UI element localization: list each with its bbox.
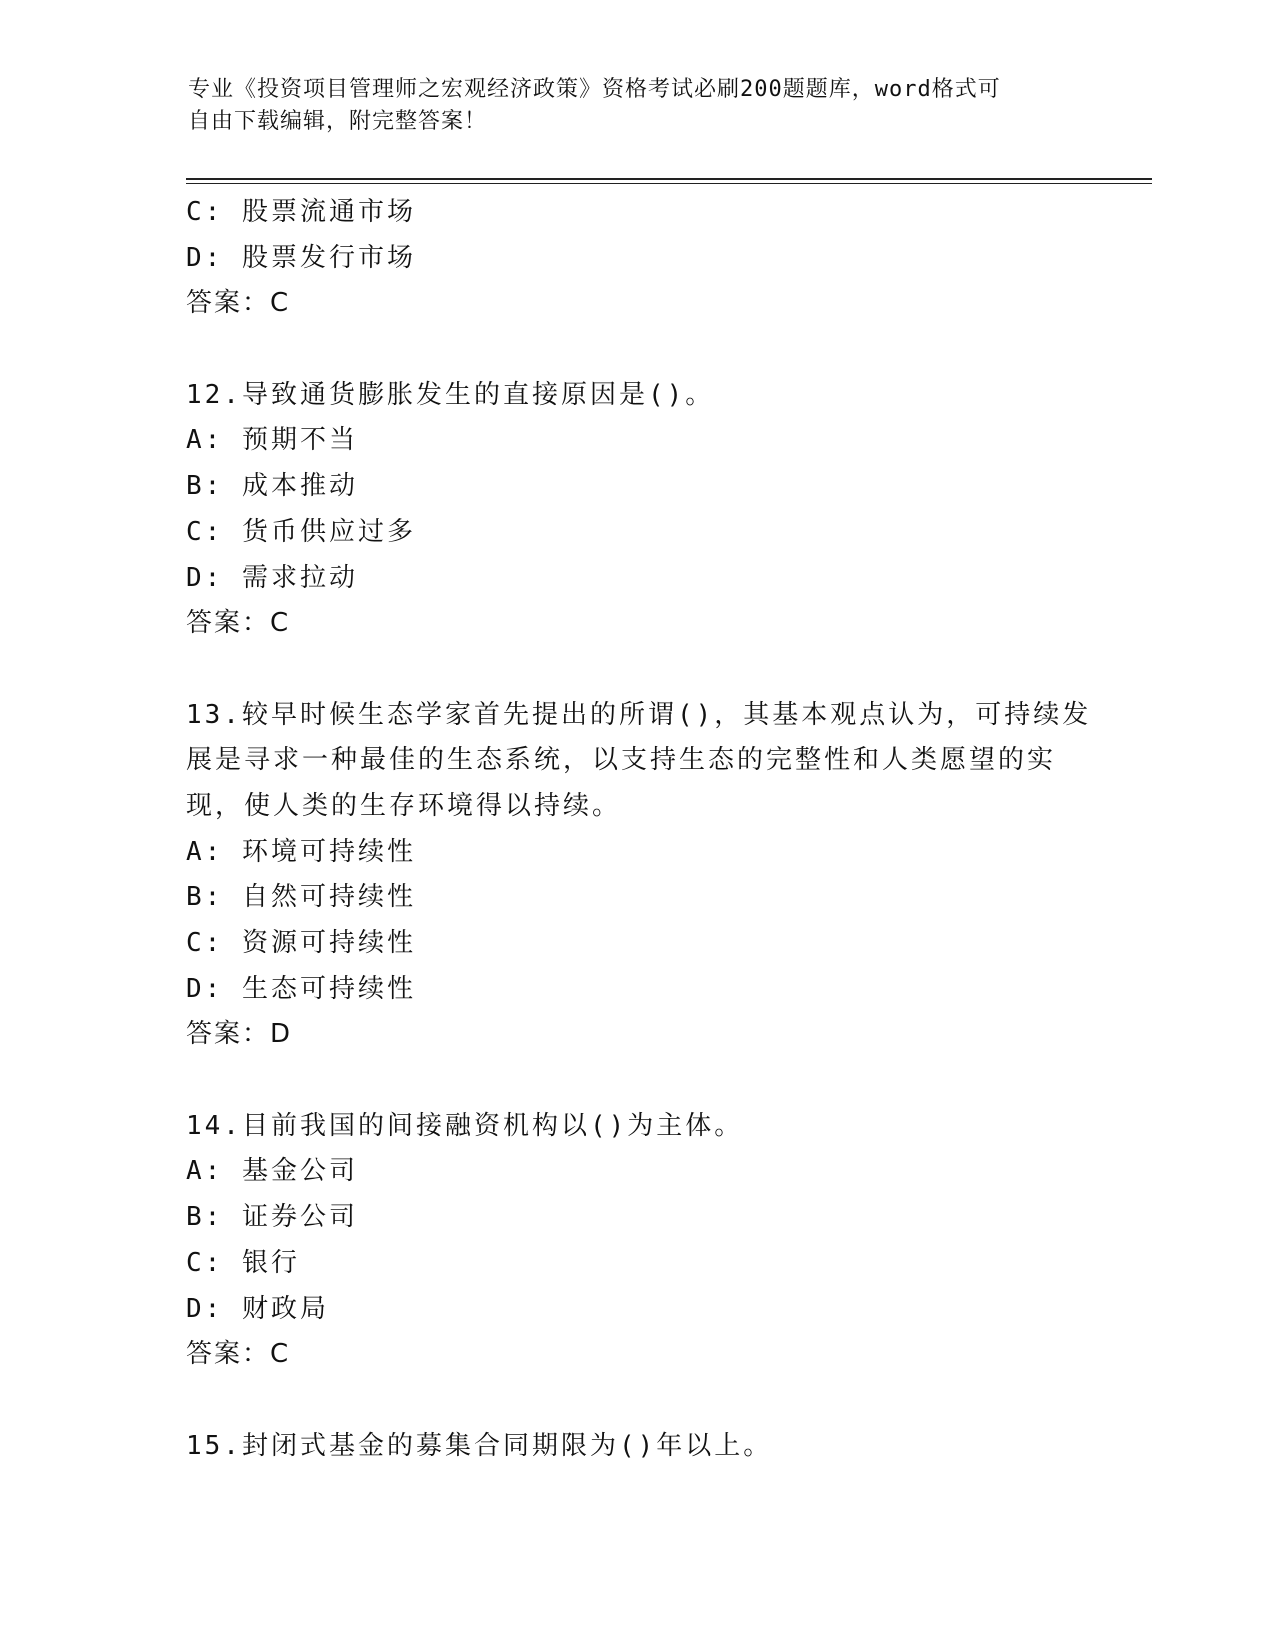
question-text: 14.目前我国的间接融资机构以()为主体。 — [186, 1110, 744, 1141]
question-block-prev — [186, 190, 1086, 327]
question-block-13 — [186, 693, 1092, 1059]
question-block-14 — [186, 1104, 1086, 1378]
block-spacer — [186, 1378, 1086, 1424]
option-b: B: 证券公司 — [186, 1202, 358, 1233]
answer-line: 答案：C — [186, 1339, 291, 1370]
answer-line: 答案：C — [186, 608, 291, 639]
answer-line: 答案：C — [186, 288, 291, 319]
header-line-2: 自由下载编辑，附完整答案！ — [188, 109, 488, 134]
question-text-line-1: 13.较早时候生态学家首先提出的所谓()，其基本观点认为，可持续发 — [186, 699, 1092, 730]
question-text: 15.封闭式基金的募集合同期限为()年以上。 — [186, 1430, 773, 1461]
header-divider-thin — [186, 183, 1152, 184]
option-d: D: 生态可持续性 — [186, 973, 416, 1004]
question-list — [186, 190, 1092, 1469]
block-spacer — [186, 647, 1086, 693]
header-line-1: 专业《投资项目管理师之宏观经济政策》资格考试必刷200题题库，word格式可 — [188, 77, 1001, 102]
option-c: C: 银行 — [186, 1247, 300, 1278]
question-text-line-3: 现，使人类的生存环境得以持续。 — [186, 790, 622, 821]
question-text: 12.导致通货膨胀发生的直接原因是()。 — [186, 379, 715, 410]
option-a: A: 预期不当 — [186, 425, 358, 456]
option-d: D: 需求拉动 — [186, 562, 358, 593]
block-spacer — [186, 327, 1086, 373]
option-b: B: 成本推动 — [186, 471, 358, 502]
option-c: C: 股票流通市场 — [186, 197, 416, 227]
document-header — [188, 74, 1088, 138]
option-c: C: 资源可持续性 — [186, 928, 416, 958]
option-a: A: 基金公司 — [186, 1156, 358, 1187]
option-a: A: 环境可持续性 — [186, 836, 416, 867]
question-text-line-2: 展是寻求一种最佳的生态系统，以支持生态的完整性和人类愿望的实 — [186, 745, 1057, 776]
question-block-12 — [186, 373, 1086, 647]
question-block-15 — [186, 1424, 1086, 1470]
block-spacer — [186, 1058, 1086, 1104]
header-divider-thick — [186, 178, 1152, 180]
option-b: B: 自然可持续性 — [186, 882, 416, 913]
option-c: C: 货币供应过多 — [186, 516, 416, 547]
answer-line: 答案：D — [186, 1019, 293, 1050]
option-d: D: 财政局 — [186, 1293, 329, 1324]
option-d: D: 股票发行市场 — [186, 242, 416, 273]
